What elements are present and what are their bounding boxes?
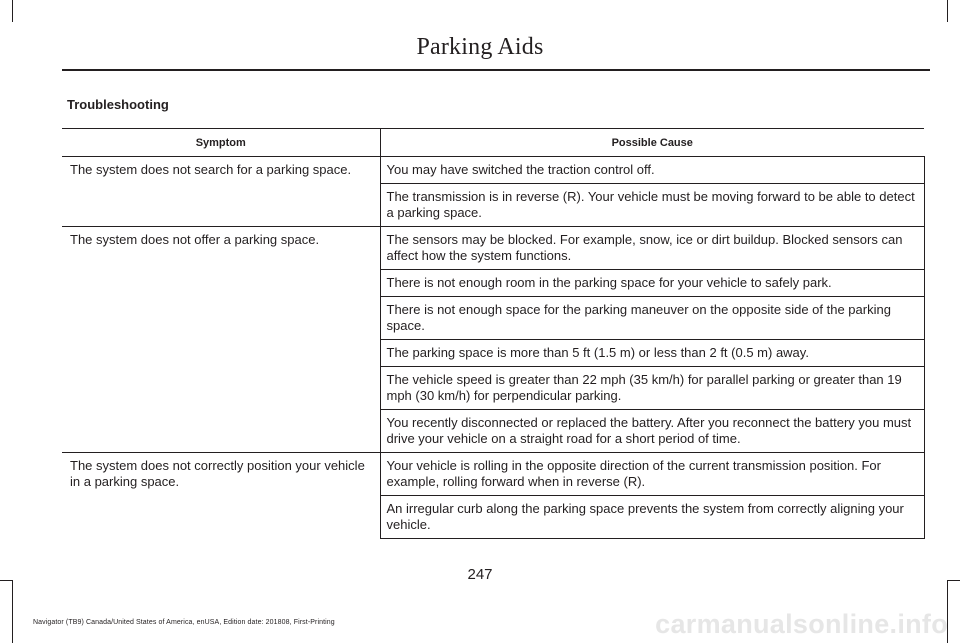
table-row — [62, 227, 924, 270]
cause-cell: The sensors may be blocked. For example, snow, ice or dirt buildup. Blocked sensors can affect how the system functions. — [380, 227, 924, 270]
cause-cell: There is not enough room in the parking space for your vehicle to safely park. — [380, 270, 924, 297]
cause-cell: The transmission is in reverse (R). Your vehicle must be moving forward to be able to detect a parking space. — [380, 184, 924, 227]
table-row — [62, 453, 924, 496]
section-heading: Troubleshooting — [67, 97, 169, 112]
crop-mark-top-left — [12, 0, 13, 22]
crop-mark-top-right — [947, 0, 948, 22]
symptom-cell: The system does not correctly position your vehicle in a parking space. — [62, 453, 380, 539]
edition-footer: Navigator (TB9) Canada/United States of America, enUSA, Edition date: 201808, First-Printing — [33, 619, 335, 626]
symptom-cell: The system does not search for a parking space. — [62, 157, 380, 227]
column-header-symptom: Symptom — [62, 129, 380, 157]
column-header-possible-cause: Possible Cause — [380, 129, 924, 157]
cause-cell: There is not enough space for the parking maneuver on the opposite side of the parking space. — [380, 297, 924, 340]
symptom-cell: The system does not offer a parking space. — [62, 227, 380, 453]
page-number: 247 — [467, 566, 493, 583]
watermark: carmanualsonline.info — [655, 609, 948, 639]
header-rule — [62, 69, 930, 71]
table-row — [62, 157, 924, 184]
cause-cell: You may have switched the traction control off. — [380, 157, 924, 184]
cause-cell: You recently disconnected or replaced the battery. After you reconnect the battery you must drive your vehicle on a straight road for a short period of time. — [380, 410, 924, 453]
crop-mark-bottom-left — [12, 580, 13, 643]
cause-cell: The parking space is more than 5 ft (1.5 m) or less than 2 ft (0.5 m) away. — [380, 340, 924, 367]
cause-cell: Your vehicle is rolling in the opposite direction of the current transmission position. For example, rolling forward when in reverse (R). — [380, 453, 924, 496]
table-header-row — [62, 129, 924, 157]
page-title: Parking Aids — [416, 34, 544, 60]
troubleshooting-table — [62, 128, 925, 539]
cause-cell: The vehicle speed is greater than 22 mph (35 km/h) for parallel parking or greater than 19 mph (30 km/h) for perpendicular parking. — [380, 367, 924, 410]
cause-cell: An irregular curb along the parking space prevents the system from correctly aligning your vehicle. — [380, 496, 924, 539]
